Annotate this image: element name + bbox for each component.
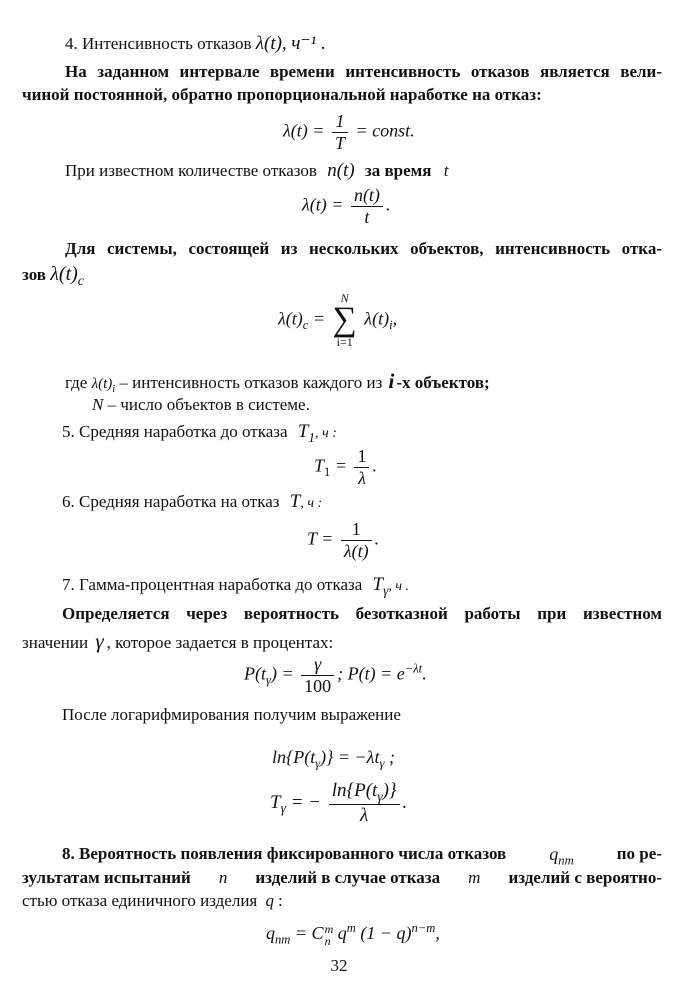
page-number: 32	[330, 956, 348, 975]
formula-lambda-const: λ(t) = $\frac{1}{T}$ = const.	[283, 111, 415, 153]
item7-paragraph-line2: значении γ , которое задается в процентах:	[22, 629, 334, 653]
fraction: $\frac{\ln\{P(t_\gamma)\}}{\lambda}$	[329, 780, 400, 827]
item4-n-definition: N – число объектов в системе.	[92, 395, 310, 414]
item7-heading: 7. Гамма-процентная наработка до отказа $T_\gamma$, ч .	[62, 574, 410, 598]
item4-known-count-line: При известном количестве отказов n(t) за время t	[65, 160, 449, 181]
formula-log-probability: $\ln\{P(t_\gamma)\} = -\lambda t_\gamma$ ;	[272, 747, 395, 771]
item4-paragraph-line1: На заданном интервале времени интенсивность отказов является вели-	[65, 62, 662, 81]
formula-binomial-probability: $q_{nm} = C$ m n $q^m$ $(1 - q)^{n-m}$,	[266, 921, 440, 948]
item4-heading: 4. Интенсивность отказов λ(t), ч⁻¹ .	[65, 33, 326, 54]
item4-paragraph-line2: чиной постоянной, обратно пропорциональной наработке на отказ:	[22, 85, 542, 104]
fraction: $\frac{1}{\lambda(t)}$	[341, 519, 372, 561]
item4-where-line: где $\lambda(t)_i$ – интенсивность отказов каждого из i -х объектов;	[65, 369, 490, 395]
item7-paragraph-line1: Определяется через вероятность безотказной работы при известном	[62, 604, 662, 623]
formula-system-sum: $\lambda(t)_c$ = N ∑ i=1 $\lambda(t)_i$,	[278, 291, 398, 350]
formula-mean-time-to-failure: $T_1$ = $\frac{1}{\lambda}$ .	[314, 446, 377, 488]
item4-system-line1: Для системы, состоящей из нескольких объектов, интенсивность отка-	[65, 239, 662, 258]
fraction: $\frac{\gamma}{100}$	[301, 654, 334, 696]
formula-lambda-count: λ(t) = $\frac{n(t)}{t}$ .	[302, 185, 391, 227]
item8-line1: 8. Вероятность появления фиксированного числа отказов $q_{nm}$ по ре-	[62, 844, 662, 868]
formula-gamma-probability: $P(t_\gamma)$ = $\frac{\gamma}{100}$ ; $P(t) = e^{-\lambda t}$.	[244, 654, 427, 696]
sum-operator: N ∑ i=1	[332, 291, 357, 350]
item6-heading: 6. Средняя наработка на отказ T, ч :	[62, 491, 323, 512]
formula-mean-time-between-failures: T = $\frac{1}{\lambda(t)}$ .	[307, 519, 380, 561]
item4-system-line2: зов $\lambda(t)_c$	[22, 263, 85, 289]
fraction: $\frac{1}{\lambda}$	[354, 446, 369, 488]
item8-line2: зультатам испытаний n изделий в случае отказа m изделий с вероятно-	[22, 868, 662, 887]
fraction: $\frac{n(t)}{t}$	[351, 185, 383, 227]
item5-heading: 5. Средняя наработка до отказа $T_1$, ч :	[62, 421, 337, 445]
fraction: $\frac{1}{T}$	[332, 111, 348, 153]
item8-line3: стью отказа единичного изделия q :	[22, 891, 283, 910]
item7-log-line: После логарифмирования получим выражение	[62, 705, 401, 724]
formula-gamma-time: $T_\gamma$ = − $\frac{\ln\{P(t_\gamma)\}}{\lambda}$ .	[270, 780, 408, 827]
